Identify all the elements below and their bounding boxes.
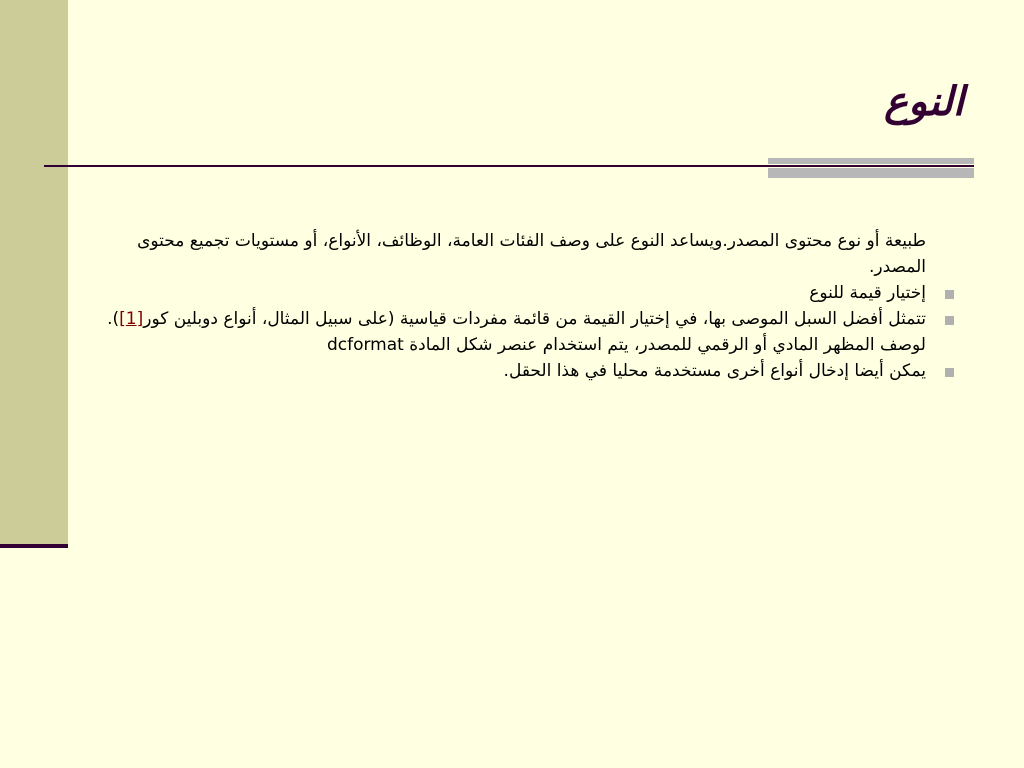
title-accent-bar-bottom [768,168,974,178]
square-bullet-icon [945,290,954,299]
footnote-reference-link[interactable]: [1] [119,309,144,329]
bullet-text: إختيار قيمة للنوع [809,283,926,303]
bullet-text-after-link: ). لوصف المظهر المادي أو الرقمي للمصدر، يتم استخدام عنصر شكل المادة dcformat [107,309,926,355]
square-bullet-icon [945,368,954,377]
bullet-item-local-types [88,358,938,384]
slide-title: النوع [884,78,964,125]
slide-body [88,228,938,384]
bullet-item-controlled-vocabulary [88,306,938,358]
bullet-text-before-link: تتمثل أفضل السبل الموصى بها، في إختيار القيمة من قائمة مفردات قياسية (على سبيل المثال، أنواع دوبلين كور [143,309,926,329]
bullet-text: يمكن أيضا إدخال أنواع أخرى مستخدمة محليا في هذا الحقل. [503,361,926,381]
title-accent-bar-top [768,158,974,164]
bullet-item-choose-type [88,280,938,306]
side-decoration-band [0,0,68,545]
title-rule [44,165,974,167]
side-decoration-line [0,544,68,548]
intro-paragraph: طبيعة أو نوع محتوى المصدر.ويساعد النوع على وصف الفئات العامة، الوظائف، الأنواع، أو مستويات تجميع محتوى المصدر. [137,231,926,277]
square-bullet-icon [945,316,954,325]
